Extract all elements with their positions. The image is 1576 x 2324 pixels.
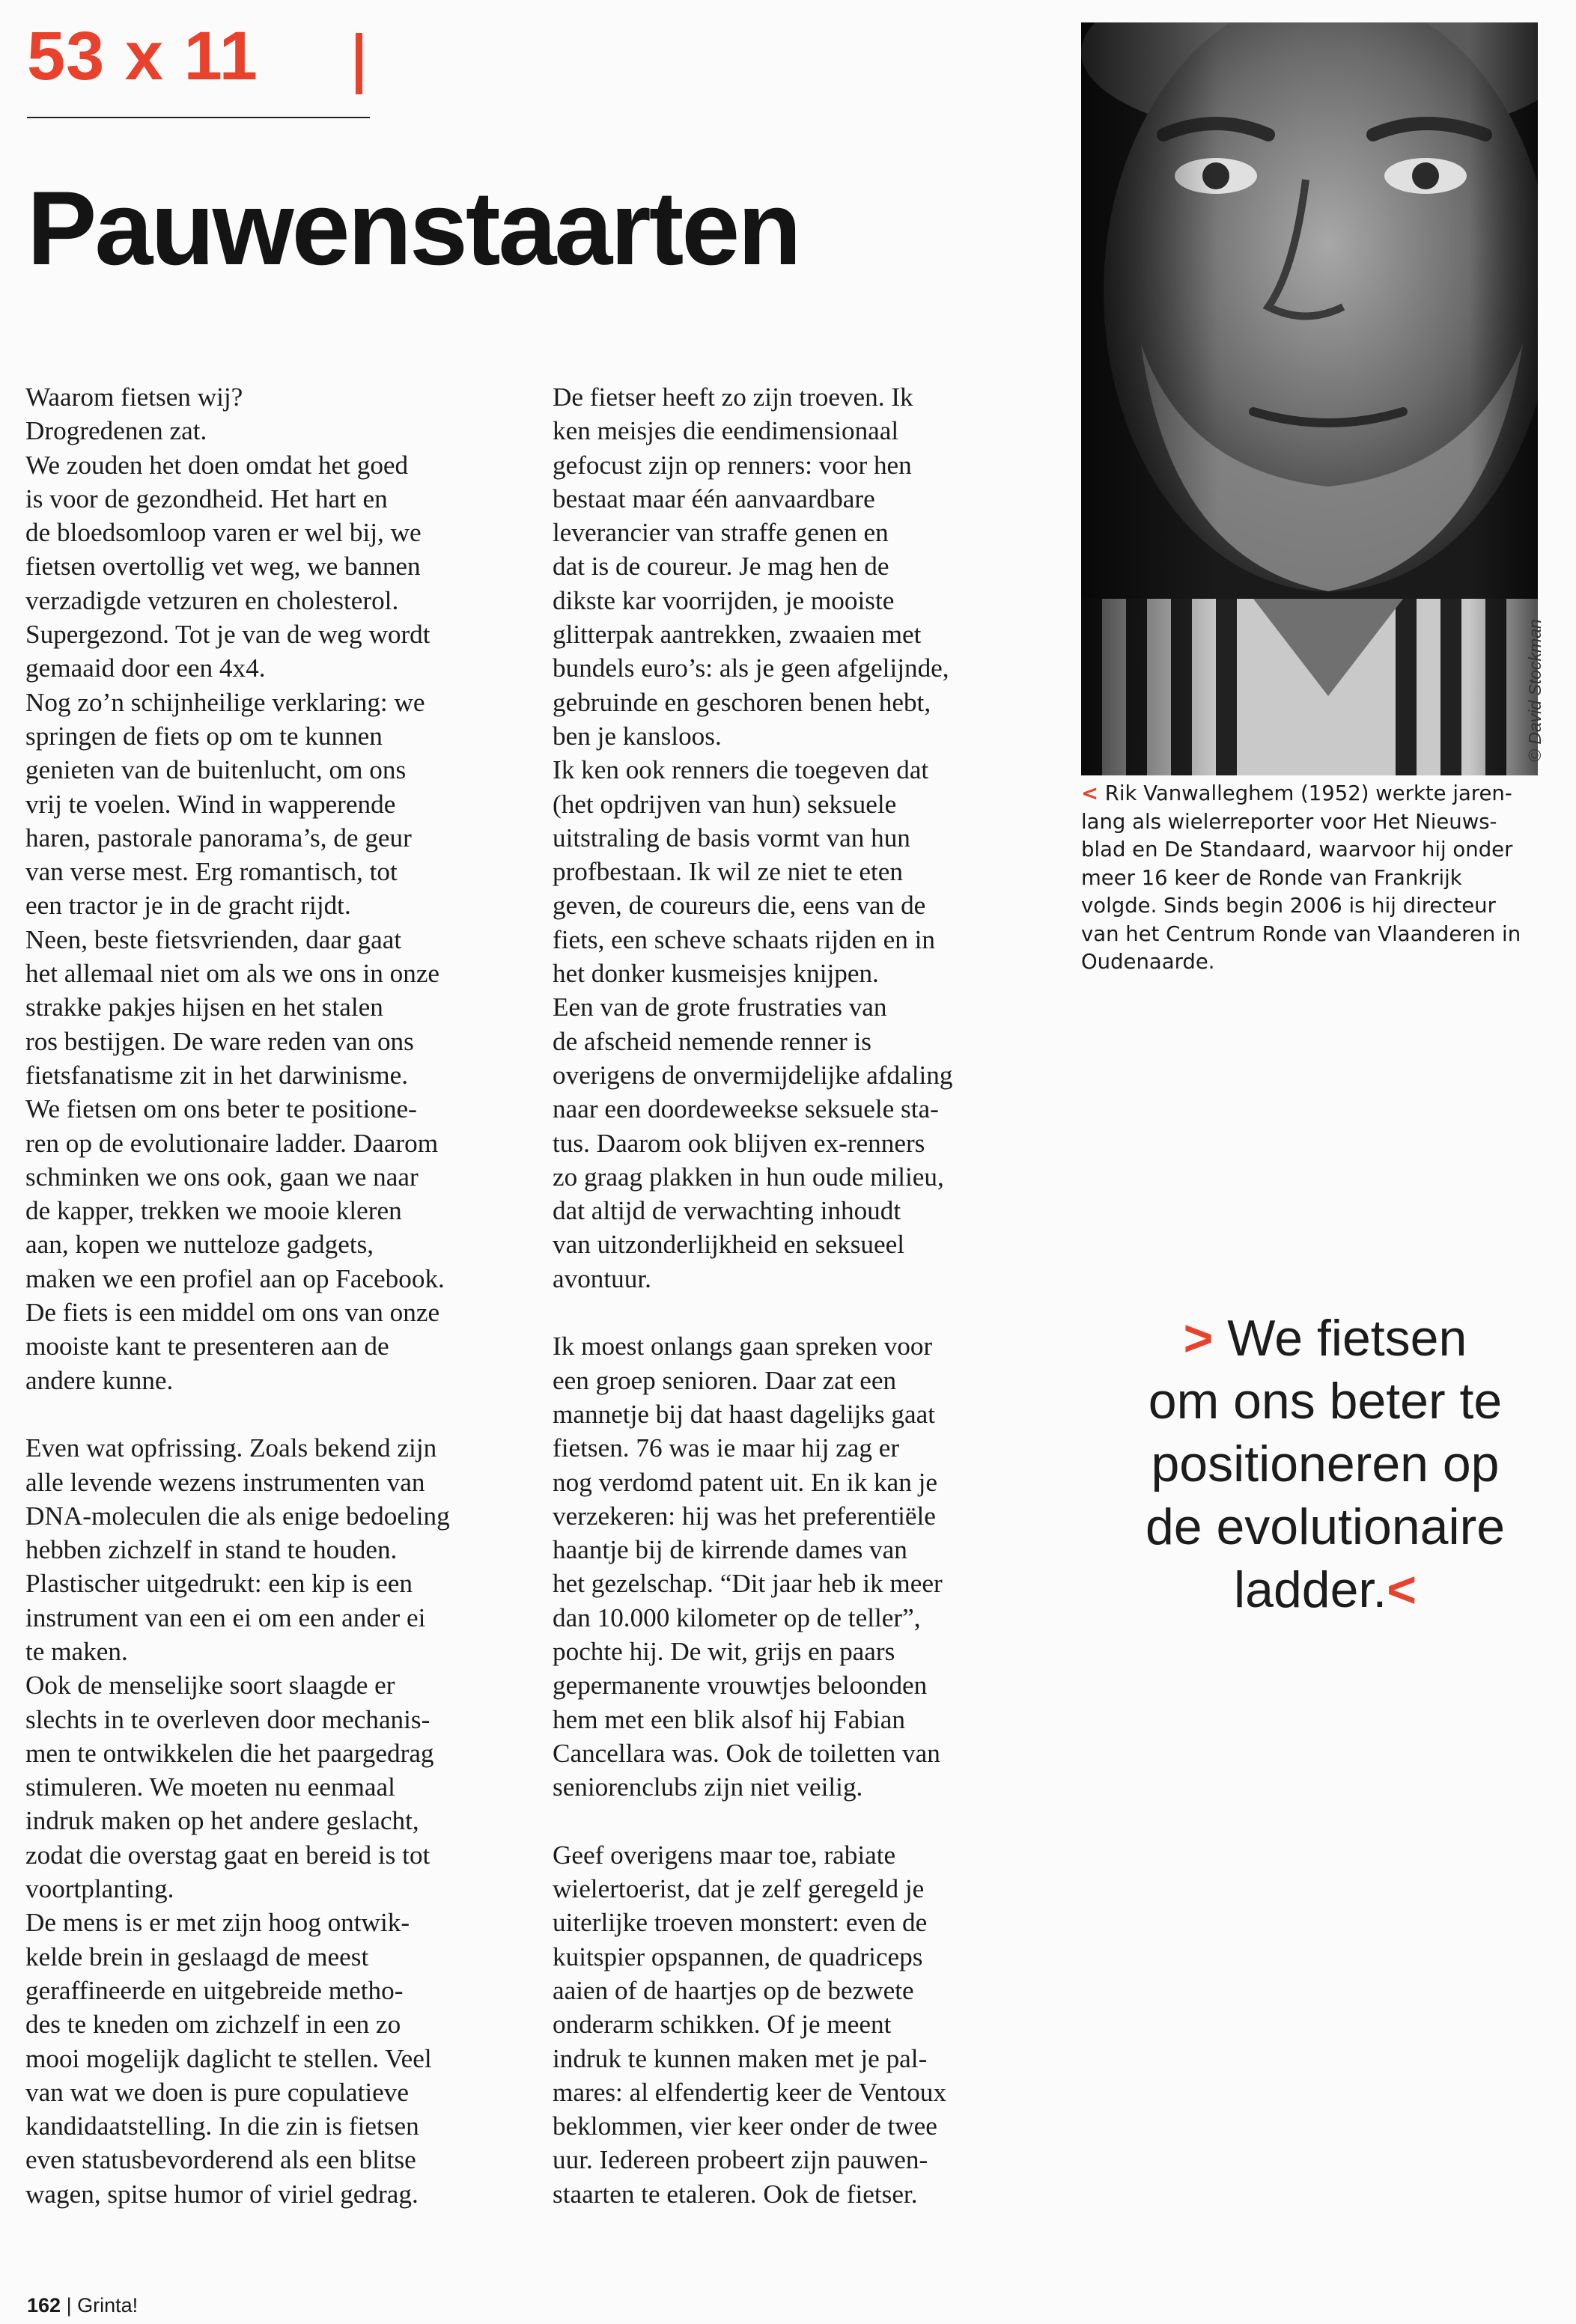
footer-separator: | (66, 2294, 72, 2317)
paragraph: Even wat opfrissing. Zoals bekend zijn alle levende wezens instrumenten van DNA-moleculen die als enige bedoeling hebben zichzelf in stand te houden. Plastischer uitgedrukt: een kip is een instrument van een ei om een ander ei te maken. Ook de menselijke soort slaagde er slechts in te overleven door mechanis- men te ontwikkelen die het paargedrag stimuleren. We moeten nu eenmaal indruk maken op het andere geslacht, zodat die overstag gaat en bereid is tot voortplanting. De mens is er met zijn hoog ontwik- kelde brein in geslaagd de meest geraffineerde en uitgebreide metho- des te kneden om zichzelf in een zo mooi mogelijk daglicht te stellen. Veel van wat we doen is pure copulatieve kandidaatstelling. In die zin is fietsen even statusbevorderend als een blitse wagen, spitse humor of viriel gedrag. (25, 1433, 450, 2209)
body-column-1 (25, 380, 505, 2211)
section-label-bar (356, 33, 362, 94)
author-portrait (1081, 22, 1538, 775)
portrait-illustration (1081, 22, 1538, 775)
quote-open-mark: > (1183, 1310, 1214, 1367)
quote-close-mark: < (1387, 1561, 1417, 1618)
article-title: Pauwenstaarten (27, 169, 800, 287)
quote-text: We fietsen om ons beter te positioneren op de evolutionaire ladder. (1145, 1310, 1506, 1618)
paragraph: De fietser heeft zo zijn troeven. Ik ken meisjes die eendimensionaal gefocust zijn op renners: voor hen bestaat maar één aanvaardbare leverancier van straffe genen en dat is de coureur. Je mag hen de dikste kar voorrijden, je mooiste glitterpak aantrekken, zwaaien met bundels euro’s: als je geen afgelijnde, gebruinde en geschoren benen hebt, ben je kansloos. Ik ken ook renners die toegeven dat (het opdrijven van hun) seksuele uitstraling de basis vormt van hun profbestaan. Ik wil ze niet te eten geven, de coureurs die, eens van de fiets, een scheve schaats rijden en in het donker kusmeisjes knijpen. Een van de grote frustraties van de afscheid nemende renner is overigens de onvermijdelijke afdaling naar een doordeweekse seksuele sta- tus. Daarom ook blijven ex-renners zo graag plakken in hun oude milieu, dat altijd de verwachting inhoudt van uitzonderlijkheid en seksueel avontuur. (553, 382, 953, 1293)
paragraph: Ik moest onlangs gaan spreken voor een groep senioren. Daar zat een mannetje bij dat haast dagelijks gaat fietsen. 76 was ie maar hij zag er nog verdomd patent uit. En ik kan je verzekeren: hij was het preferentiële haantje bij de kirrende dames van het gezelschap. “Dit jaar heb ik meer dan 10.000 kilometer op de teller”, pochte hij. De wit, grijs en paars gepermanente vrouwtjes beloonden hem met een blik alsof hij Fabian Cancellara was. Ook de toiletten van seniorenclubs zijn niet veilig. (553, 1332, 943, 1802)
page-footer (27, 2293, 138, 2317)
section-label: 53 x 11 (27, 18, 258, 94)
paragraph: Waarom fietsen wij? Drogredenen zat. We zouden het doen omdat het goed is voor de gezondheid. Het hart en de bloedsomloop varen er wel bij, we fietsen overtollig vet weg, we bannen verzadigde vetzuren en cholesterol. Supergezond. Tot je van de weg wordt gemaaid door een 4x4. Nog zo’n schijnheilige verklaring: we springen de fiets op om te kunnen genieten van de buitenlucht, om ons vrij te voelen. Wind in wapperende haren, pastorale panorama’s, de geur van verse mest. Erg romantisch, tot een tractor je in de gracht rijdt. Neen, beste fietsvrienden, daar gaat het allemaal niet om als we ons in onze strakke pakjes hijsen en het stalen ros bestijgen. De ware reden van ons fietsfanatisme zit in het darwinisme. We fietsen om ons beter te positione- ren op de evolutionaire ladder. Daarom schminken we ons ook, gaan we naar de kapper, trekken we mooie kleren aan, kopen we nutteloze gadgets, maken we een profiel aan op Facebook. De fiets is een middel om ons van onze mooiste kant te presenteren aan de andere kunne. (25, 382, 445, 1395)
paragraph: Geef overigens maar toe, rabiate wielertoerist, dat je zelf geregeld je uiterlijke troeven monstert: even de kuitspier opspannen, de quadriceps aaien of de haartjes op de bezwete onderarm schikken. Of je meent indruk te kunnen maken met je pal- mares: al elfendertig keer de Ventoux beklommen, vier keer onder de twee uur. Iedereen probeert zijn pauwen- staarten te etaleren. Ook de fietser. (553, 1840, 946, 2209)
section-label-rule (27, 117, 370, 118)
photo-caption (1081, 780, 1545, 977)
caption-text: Rik Vanwalleghem (1952) werkte jaren- lang als wielerreporter voor Het Nieuws- blad en De Standaard, waarvoor hij onder meer 16 keer de Ronde van Frankrijk volgde. Sinds begin 2006 is hij directeur van het Centrum Ronde van Vlaanderen in Oudenaarde. (1081, 781, 1521, 974)
photo-credit: © David Stockman (1525, 619, 1545, 762)
pull-quote (1123, 1307, 1527, 1621)
body-column-2 (553, 380, 1032, 2211)
caption-marker: < (1081, 781, 1099, 805)
magazine-name: Grinta! (77, 2294, 139, 2317)
page-number: 162 (27, 2294, 61, 2317)
